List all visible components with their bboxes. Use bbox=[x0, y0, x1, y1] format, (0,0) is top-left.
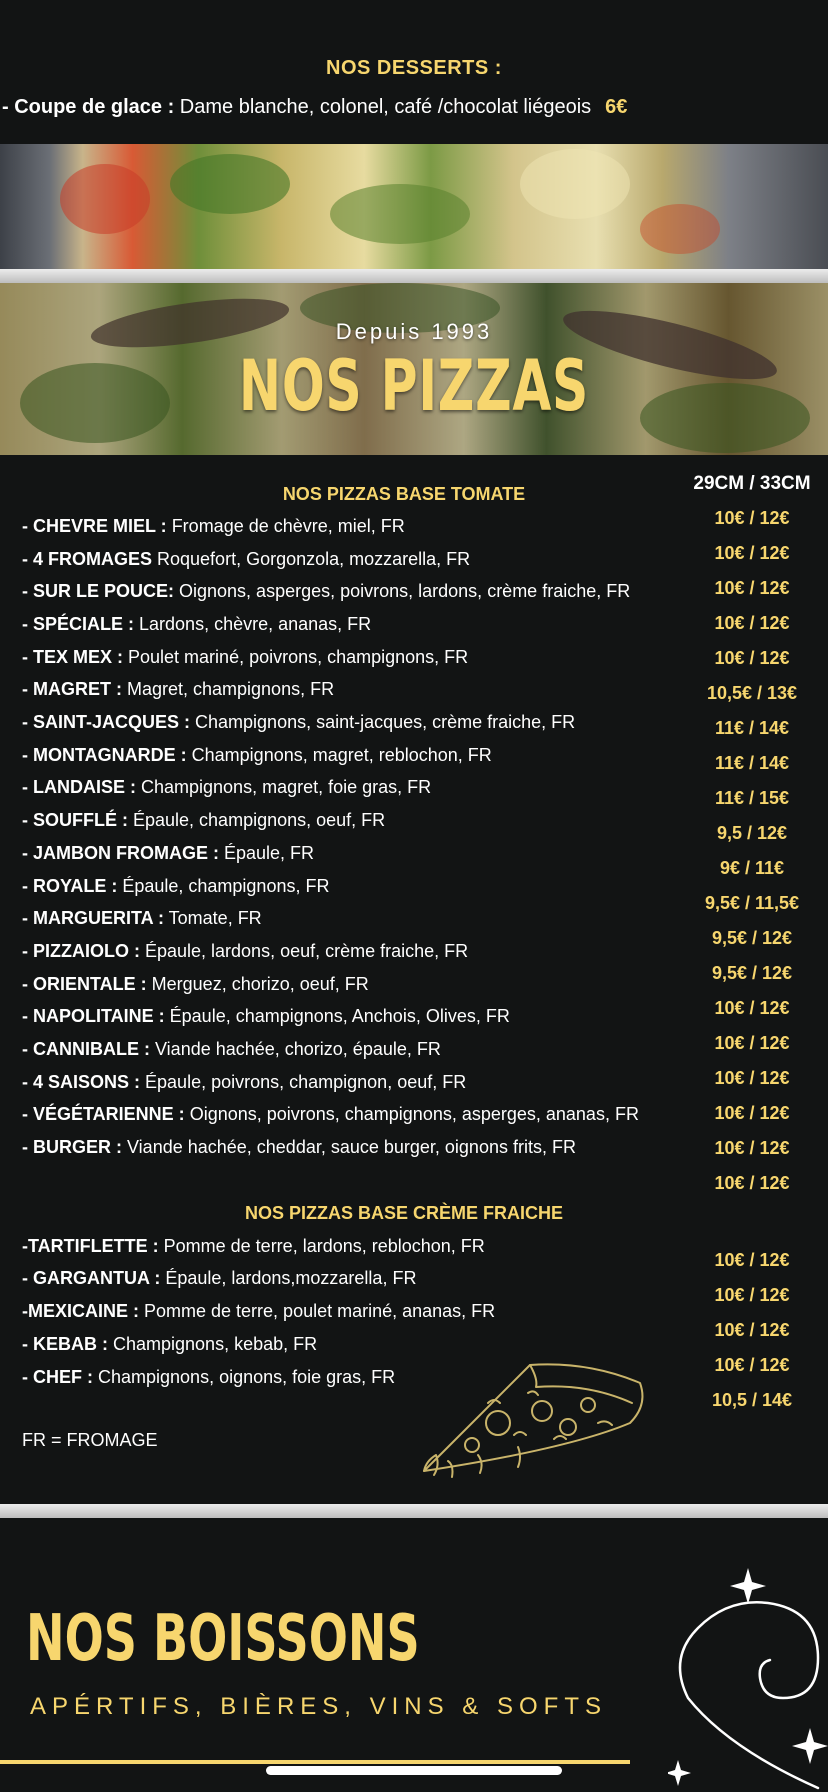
home-indicator[interactable] bbox=[266, 1766, 562, 1775]
item-desc: Champignons, magret, foie gras, FR bbox=[136, 777, 432, 797]
menu-item bbox=[22, 1039, 441, 1060]
item-name: - TEX MEX : bbox=[22, 647, 124, 667]
item-price: 10€ / 12€ bbox=[714, 998, 790, 1018]
item-price: 9,5€ / 12€ bbox=[711, 928, 793, 948]
fr-footnote: FR = FROMAGE bbox=[22, 1430, 158, 1450]
item-name: - MONTAGNARDE : bbox=[22, 745, 187, 765]
item-name: - MARGUERITA : bbox=[22, 908, 164, 928]
item-name: - CHEF : bbox=[22, 1367, 93, 1387]
menu-item bbox=[22, 1301, 495, 1322]
item-desc: Épaule, champignons, oeuf, FR bbox=[128, 810, 386, 830]
item-desc: Viande hachée, cheddar, sauce burger, oignons frits, FR bbox=[122, 1137, 576, 1157]
item-price: 10€ / 12€ bbox=[714, 648, 790, 668]
item-price: 11€ / 14€ bbox=[714, 753, 790, 773]
item-desc: Pomme de terre, lardons, reblochon, FR bbox=[158, 1236, 485, 1256]
item-price: 10,5€ / 13€ bbox=[706, 683, 798, 703]
item-name: - ROYALE : bbox=[22, 876, 118, 896]
cream-section-title: NOS PIZZAS BASE CRÈME FRAICHE bbox=[244, 1203, 564, 1223]
item-price: 11€ / 14€ bbox=[714, 718, 790, 738]
menu-item bbox=[22, 777, 431, 798]
menu-item bbox=[22, 810, 385, 831]
menu-item bbox=[22, 908, 262, 929]
item-desc: Épaule, poivrons, champignon, oeuf, FR bbox=[140, 1072, 467, 1092]
item-price: 10€ / 12€ bbox=[714, 578, 790, 598]
item-price: 10€ / 12€ bbox=[714, 1285, 790, 1305]
item-desc: Épaule, champignons, FR bbox=[117, 876, 330, 896]
item-price: 9,5€ / 12€ bbox=[711, 963, 793, 983]
item-desc: Champignons, oignons, foie gras, FR bbox=[93, 1367, 396, 1387]
menu-item bbox=[22, 1072, 466, 1093]
item-price: 10€ / 12€ bbox=[714, 1103, 790, 1123]
menu-item bbox=[22, 516, 405, 537]
item-name: -TARTIFLETTE : bbox=[22, 1236, 159, 1256]
item-desc: Épaule, lardons,mozzarella, FR bbox=[160, 1268, 417, 1288]
item-name: - ORIENTALE : bbox=[22, 974, 147, 994]
menu-item bbox=[22, 941, 468, 962]
item-name: - GARGANTUA : bbox=[22, 1268, 161, 1288]
menu-item bbox=[22, 647, 468, 668]
item-price: 10€ / 12€ bbox=[714, 1250, 790, 1270]
menu-item bbox=[22, 1137, 576, 1158]
item-desc: Oignons, poivrons, champignons, asperges, ananas, FR bbox=[184, 1104, 639, 1124]
dessert-item-name: - Coupe de glace : bbox=[2, 96, 175, 118]
item-price: 10€ / 12€ bbox=[714, 613, 790, 633]
item-desc: Oignons, asperges, poivrons, lardons, crème fraiche, FR bbox=[174, 581, 631, 601]
dessert-item bbox=[2, 96, 627, 119]
divider-strip bbox=[0, 269, 828, 283]
size-header: 29CM / 33CM bbox=[693, 473, 811, 494]
item-price: 10€ / 12€ bbox=[714, 1355, 790, 1375]
item-price: 10,5 / 14€ bbox=[711, 1390, 793, 1410]
desserts-title: NOS DESSERTS : bbox=[326, 57, 502, 79]
item-price: 9,5 / 12€ bbox=[716, 823, 788, 843]
menu-item bbox=[22, 843, 314, 864]
menu-item bbox=[22, 1104, 639, 1125]
pizza-slice-icon bbox=[418, 1353, 650, 1481]
item-desc: Viande hachée, chorizo, épaule, FR bbox=[150, 1039, 441, 1059]
drinks-subtitle: APÉRTIFS, BIÈRES, VINS & SOFTS bbox=[30, 1693, 607, 1720]
menu-item bbox=[22, 876, 329, 897]
drinks-underline bbox=[0, 1760, 630, 1764]
item-desc: Champignons, magret, reblochon, FR bbox=[186, 745, 492, 765]
menu-item bbox=[22, 745, 492, 766]
item-name: - BURGER : bbox=[22, 1137, 122, 1157]
item-name: - CANNIBALE : bbox=[22, 1039, 150, 1059]
item-desc: Magret, champignons, FR bbox=[121, 679, 335, 699]
item-price: 10€ / 12€ bbox=[714, 1068, 790, 1088]
item-desc: Tomate, FR bbox=[163, 908, 262, 928]
menu-item bbox=[22, 549, 470, 570]
item-desc: Roquefort, Gorgonzola, mozzarella, FR bbox=[152, 549, 471, 569]
item-desc: Champignons, saint-jacques, crème fraiche, FR bbox=[190, 712, 576, 732]
item-price: 10€ / 12€ bbox=[714, 1173, 790, 1193]
item-name: - SOUFFLÉ : bbox=[22, 810, 128, 830]
item-price: 10€ / 12€ bbox=[714, 508, 790, 528]
menu-item bbox=[22, 1367, 395, 1388]
item-desc: Épaule, champignons, Anchois, Olives, FR bbox=[164, 1006, 510, 1026]
item-name: - VÉGÉTARIENNE : bbox=[22, 1104, 185, 1124]
dessert-item-price: 6€ bbox=[605, 96, 628, 118]
item-name: - NAPOLITAINE : bbox=[22, 1006, 165, 1026]
item-name: - MAGRET : bbox=[22, 679, 122, 699]
menu-item bbox=[22, 1268, 416, 1289]
item-name: -MEXICAINE : bbox=[22, 1301, 139, 1321]
sparkle-icon bbox=[668, 1568, 828, 1786]
item-desc: Merguez, chorizo, oeuf, FR bbox=[146, 974, 369, 994]
tomato-section-title: NOS PIZZAS BASE TOMATE bbox=[282, 484, 526, 504]
desserts-section bbox=[0, 0, 828, 144]
dessert-item-desc: Dame blanche, colonel, café /chocolat liégeois bbox=[174, 96, 592, 118]
since-label: Depuis 1993 bbox=[335, 319, 493, 344]
item-desc: Champignons, kebab, FR bbox=[108, 1334, 318, 1354]
item-desc: Pomme de terre, poulet mariné, ananas, FR bbox=[139, 1301, 496, 1321]
pizzas-hero-banner bbox=[0, 283, 828, 455]
item-price: 10€ / 12€ bbox=[714, 1138, 790, 1158]
item-price: 10€ / 12€ bbox=[714, 543, 790, 563]
drinks-section bbox=[0, 1518, 828, 1792]
menu-item bbox=[22, 1334, 317, 1355]
item-desc: Poulet mariné, poivrons, champignons, FR bbox=[123, 647, 469, 667]
item-price: 10€ / 12€ bbox=[714, 1033, 790, 1053]
menu-item bbox=[22, 1236, 485, 1257]
item-name: - LANDAISE : bbox=[22, 777, 136, 797]
item-name: - 4 SAISONS : bbox=[22, 1072, 141, 1092]
menu-item bbox=[22, 679, 334, 700]
item-name: - PIZZAIOLO : bbox=[22, 941, 140, 961]
menu-item bbox=[22, 712, 575, 733]
item-desc: Épaule, lardons, oeuf, crème fraiche, FR bbox=[139, 941, 469, 961]
pizza-menu bbox=[0, 455, 828, 1504]
item-desc: Lardons, chèvre, ananas, FR bbox=[134, 614, 372, 634]
decorative-swirl bbox=[668, 1548, 828, 1792]
pizza-photo-banner bbox=[0, 144, 828, 269]
item-name: - SUR LE POUCE: bbox=[22, 581, 175, 601]
pizzas-title: NOS PIZZAS bbox=[238, 345, 590, 427]
item-name: - CHEVRE MIEL : bbox=[22, 516, 167, 536]
menu-item bbox=[22, 1006, 510, 1027]
item-name: - JAMBON FROMAGE : bbox=[22, 843, 219, 863]
item-price: 10€ / 12€ bbox=[714, 1320, 790, 1340]
item-price: 11€ / 15€ bbox=[714, 788, 790, 808]
menu-item bbox=[22, 614, 371, 635]
menu-item bbox=[22, 581, 630, 602]
item-name: - KEBAB : bbox=[22, 1334, 108, 1354]
item-price: 9,5€ / 11,5€ bbox=[704, 893, 800, 913]
drinks-title: NOS BOISSONS bbox=[26, 1602, 420, 1676]
item-name: - 4 FROMAGES bbox=[22, 549, 153, 569]
item-name: - SAINT-JACQUES : bbox=[22, 712, 191, 732]
item-desc: Fromage de chèvre, miel, FR bbox=[166, 516, 405, 536]
item-desc: Épaule, FR bbox=[219, 843, 315, 863]
divider-strip bbox=[0, 1504, 828, 1518]
menu-item bbox=[22, 974, 369, 995]
item-name: - SPÉCIALE : bbox=[22, 614, 135, 634]
item-price: 9€ / 11€ bbox=[719, 858, 785, 878]
